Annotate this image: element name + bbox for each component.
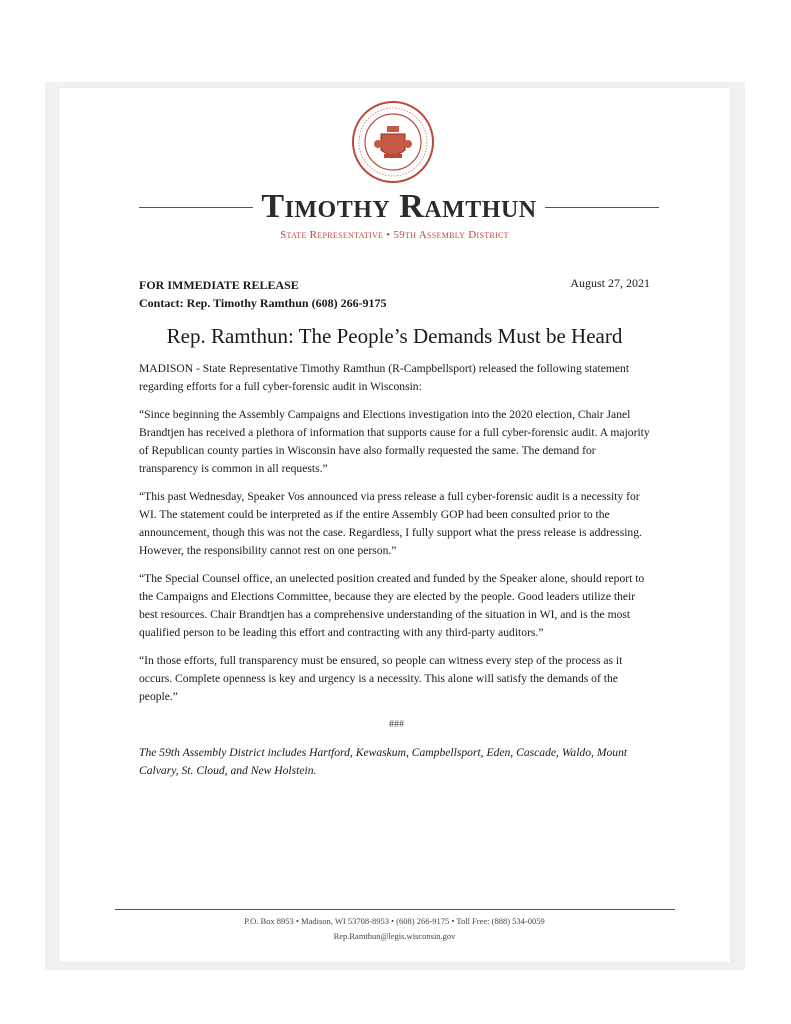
release-contact: Contact: Rep. Timothy Ramthun (608) 266-9175	[139, 296, 387, 310]
right-rule	[545, 207, 659, 208]
paragraph: “The Special Counsel office, an unelected position created and funded by the Speaker alone, should report to the Campaigns and Elections Committee, because they are elected by the people. Good leaders utilize their best resources. Chair Brandtjen has a comprehensive understanding of the situation in WI, and is the most qualified person to be leading this effort and contracting with any third-party auditors.”	[139, 572, 645, 639]
headline: Rep. Ramthun: The People’s Demands Must be Heard	[166, 324, 623, 348]
assembly-seal-icon	[351, 100, 435, 184]
release-body	[139, 360, 654, 790]
paragraph: “Since beginning the Assembly Campaigns and Elections investigation into the 2020 election, Chair Janel Brandtjen has received a plethora of information that supports cause for a full cyber-forensic audit. A majority of Republican county parties in Wisconsin have also formally requested the same. The demand for transparency is common in all requests.”	[139, 408, 650, 475]
footer-address: P.O. Box 8953 • Madison, WI 53708-8953 • (608) 266-9175 • Toll Free: (888) 534-0059	[244, 916, 545, 926]
release-date: August 27, 2021	[570, 276, 650, 290]
left-rule	[139, 207, 253, 208]
footer-rule	[115, 909, 675, 910]
release-label: FOR IMMEDIATE RELEASE	[139, 278, 299, 292]
press-release-page	[59, 88, 730, 962]
release-block	[139, 276, 387, 312]
paragraph: “This past Wednesday, Speaker Vos announced via press release a full cyber-forensic audit is a necessity for WI. The statement could be interpreted as if the entire Assembly GOP had been consulted prior to the announcement, though this was not the case. Regardless, I fully support what the press release is addressing. However, the responsibility cannot rest on one person.”	[139, 490, 642, 557]
end-mark: ###	[389, 719, 404, 730]
paragraph: MADISON - State Representative Timothy Ramthun (R-Campbellsport) released the following statement regarding efforts for a full cyber-forensic audit in Wisconsin:	[139, 362, 630, 393]
paragraph: “In those efforts, full transparency must be ensured, so people can witness every step of the process as it occurs. Complete openness is key and urgency is a necessity. This alone will satisfy the demands of the people.”	[139, 654, 623, 703]
representative-name: Timothy Ramthun	[261, 188, 537, 225]
footer	[59, 914, 730, 944]
letterhead-name-row	[139, 188, 659, 226]
letterhead-subtitle: State Representative • 59th Assembly District	[280, 229, 509, 241]
district-note: The 59th Assembly District includes Hartford, Kewaskum, Campbellsport, Eden, Cascade, Waldo, Mount Calvary, St. Cloud, and New Holstein.	[139, 746, 628, 777]
footer-email: Rep.Ramthun@legis.wisconsin.gov	[333, 931, 456, 941]
